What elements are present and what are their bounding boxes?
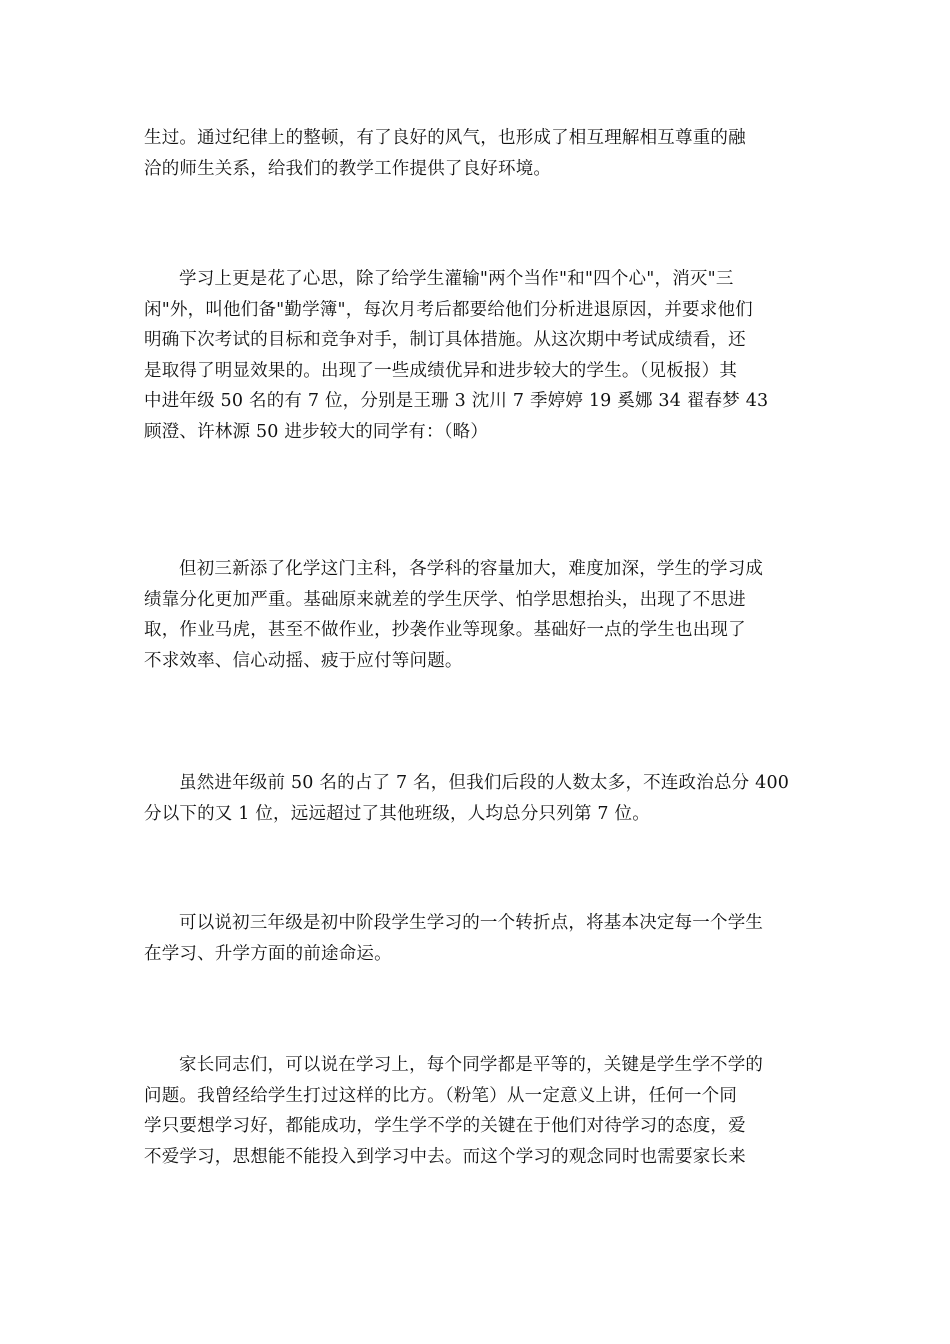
text-line-content: 但初三新添了化学这门主科，各学科的容量加大，难度加深，学生的学习成 [179, 559, 764, 579]
text-line [144, 1050, 810, 1081]
text-line: 闲"外，叫他们备"勤学簿"，每次月考后都要给他们分析进退原因，并要求他们 [144, 299, 753, 320]
text-line: 分以下的又 1 位，远远超过了其他班级，人均总分只列第 7 位。 [144, 803, 650, 824]
text-line: 问题。我曾经给学生打过这样的比方。（粉笔）从一定意义上讲，任何一个同 [144, 1085, 738, 1106]
paragraph-study-effort [144, 264, 810, 447]
text-line: 学只要想学习好，都能成功，学生学不学的关键在于他们对待学习的态度，爱 [144, 1116, 746, 1136]
paragraph-turning-point [144, 908, 810, 969]
text-line: 明确下次考试的目标和竞争对手，制订具体措施。从这次期中考试成绩看，还 [144, 330, 746, 350]
text-line: 绩靠分化更加严重。基础原来就差的学生厌学、怕学思想抬头，出现了不思进 [144, 589, 746, 610]
text-line-content: 可以说初三年级是初中阶段学生学习的一个转折点，将基本决定每一个学生 [179, 913, 764, 933]
paragraph-discipline [144, 123, 810, 184]
text-line: 洽的师生关系，给我们的教学工作提供了良好环境。 [144, 158, 552, 179]
text-line-content: 家长同志们，可以说在学习上，每个同学都是平等的，关键是学生学不学的 [179, 1055, 764, 1075]
paragraph-ranking [144, 768, 810, 829]
text-line-content: 虽然进年级前 50 名的占了 7 名，但我们后段的人数太多，不连政治总分 400 [179, 773, 790, 793]
text-line: 生过。通过纪律上的整顿，有了良好的风气，也形成了相互理解相互尊重的融 [144, 128, 746, 148]
paragraph-parents-address [144, 1050, 810, 1172]
text-line: 不爱学习，思想能不能投入到学习中去。而这个学习的观念同时也需要家长来 [144, 1146, 746, 1167]
paragraph-chemistry-challenge [144, 554, 810, 676]
text-line: 是取得了明显效果的。出现了一些成绩优异和进步较大的学生。（见板报）其 [144, 360, 738, 381]
text-line: 在学习、升学方面的前途命运。 [144, 943, 392, 964]
text-line: 取，作业马虎，甚至不做作业，抄袭作业等现象。基础好一点的学生也出现了 [144, 620, 746, 640]
text-line [144, 264, 810, 295]
text-line [144, 554, 810, 585]
text-line: 中进年级 50 名的有 7 位，分别是王珊 3 沈川 7 季婷婷 19 奚娜 34 翟春梦 43 [144, 391, 769, 411]
text-line: 顾澄、许林源 50 进步较大的同学有：（略） [144, 421, 489, 442]
text-line: 不求效率、信心动摇、疲于应付等问题。 [144, 650, 463, 671]
text-line [144, 908, 810, 939]
text-line-content: 学习上更是花了心思，除了给学生灌输"两个当作"和"四个心"，消灭"三 [179, 269, 734, 289]
text-line [144, 768, 810, 799]
